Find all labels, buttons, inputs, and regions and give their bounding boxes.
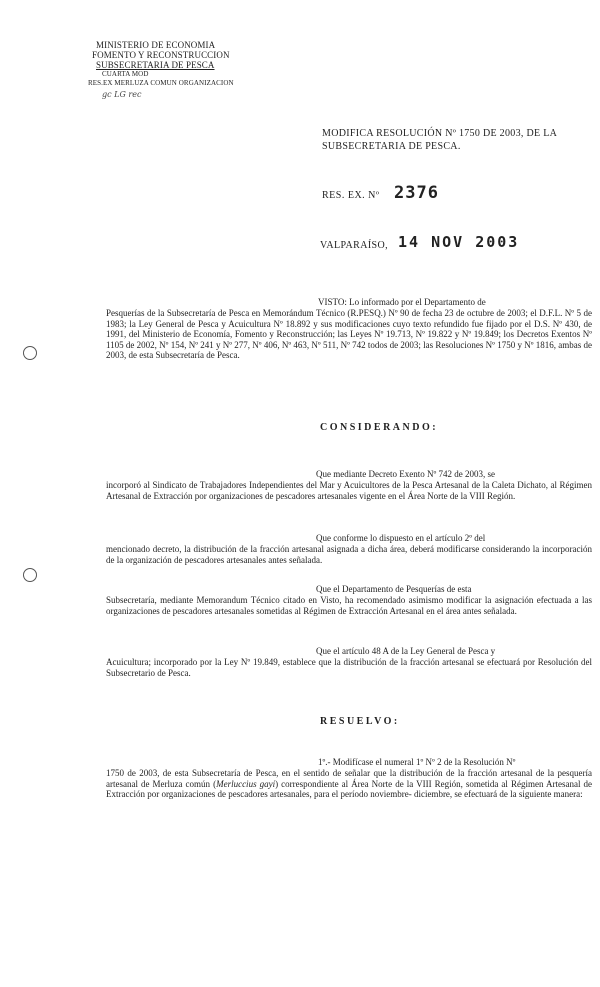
resuelvo-p1-lead: 1º.- Modifícase el numeral 1º Nº 2 de la Resolución Nº	[318, 757, 516, 767]
date-city: VALPARAÍSO,	[320, 240, 389, 251]
resolution-number: 2376	[394, 183, 439, 203]
header-ministry-sub: FOMENTO Y RECONSTRUCCION	[92, 50, 230, 60]
visto-paragraph: Pesquerías de la Subsecretaría de Pesca en Memorándum Técnico (R.PESQ.) Nº 90 de fecha 23 de octubre de 2003; el D.F.L. Nº 5 de 1983; la Ley General de Pesca y Acuicultura Nº 18.892 y sus modificaciones cuyo texto refundido fue fijado por el D.S. Nº 430, de 1991, del Ministerio de Economía, Fomento y Reconstrucción; las Leyes Nº 19.713, Nº 19.822 y Nº 19.849; los Decretos Exentos Nº 1105 de 2002, Nº 154, Nº 241 y Nº 277, Nº 406, Nº 463, Nº 511, Nº 742 todos de 2003; las Resoluciones Nº 1750 y Nº 1816, ambas de 2003, de esta Subsecretaría de Pesca.	[106, 308, 592, 361]
species-name: Merluccius gayi	[216, 778, 276, 789]
binder-hole-bottom	[23, 568, 37, 582]
handwritten-initials: gc LG rec	[102, 90, 142, 99]
title-line-2: SUBSECRETARIA DE PESCA.	[322, 141, 461, 152]
resuelvo-p1	[106, 768, 592, 800]
header-ministry: MINISTERIO DE ECONOMIA	[96, 40, 216, 50]
considerando-p4-lead: Que el artículo 48 A de la Ley General de Pesca y	[316, 646, 496, 656]
resuelvo-p1-text-b: ) correspondiente al Área Norte de la VIII Región, sometida al Régimen Artesanal de Extracción por organizaciones de pescadores artesanales, para el período noviembre- diciembre, se efectuará de la siguiente manera:	[106, 778, 592, 800]
header-subsecretaria: SUBSECRETARIA DE PESCA	[96, 60, 215, 70]
header-reference: CUARTA MOD	[102, 70, 149, 78]
title-line-1: MODIFICA RESOLUCIÓN Nº 1750 DE 2003, DE LA	[322, 128, 558, 139]
ministry-header	[88, 40, 288, 88]
resuelvo-p1-text-a: 1750 de 2003, de esta Subsecretaría de Pesca, en el sentido de señalar que la distribución de la fracción artesanal de la pesquería artesanal de Merluza común (	[106, 768, 592, 789]
considerando-p3-lead: Que el Departamento de Pesquerías de esta	[316, 584, 472, 594]
considerando-heading: CONSIDERANDO:	[320, 422, 439, 433]
considerando-p1: incorporó al Sindicato de Trabajadores Independientes del Mar y Acuicultores de la Pesca Artesanal de la Caleta Dichato, al Régimen Artesanal de Extracción por organizaciones de pescadores artesanales vigente en el Área Norte de la VIII Región.	[106, 480, 592, 501]
visto-lead: VISTO: Lo informado por el Departamento de	[318, 297, 486, 307]
resolution-title	[322, 127, 592, 153]
resuelvo-heading: RESUELVO:	[320, 716, 400, 727]
header-reference-sub: RES.EX MERLUZA COMUN ORGANIZACION	[88, 79, 234, 87]
resolution-number-label: RES. EX. Nº	[322, 190, 380, 201]
considerando-p2: mencionado decreto, la distribución de la fracción artesanal asignada a dicha área, deberá modificarse considerando la incorporación de la organización de pescadores artesanales antes señalada.	[106, 544, 592, 565]
date-stamp: 14 NOV 2003	[398, 233, 520, 251]
considerando-p3: Subsecretaría, mediante Memorandum Técnico citado en Visto, ha recomendado asimismo modificar la asignación efectuada a las organizaciones de pescadores artesanales sometidas al Régimen de Extracción Artesanal en el área antes señalada.	[106, 595, 592, 616]
considerando-p2-lead: Que conforme lo dispuesto en el artículo 2º del	[316, 533, 486, 543]
considerando-p1-lead: Que mediante Decreto Exento Nº 742 de 2003, se	[316, 469, 495, 479]
considerando-p4: Acuicultura; incorporado por la Ley Nº 19.849, establece que la distribución de la fracción artesanal se efectuará por Resolución del Subsecretario de Pesca.	[106, 657, 592, 678]
binder-hole-top	[23, 346, 37, 360]
